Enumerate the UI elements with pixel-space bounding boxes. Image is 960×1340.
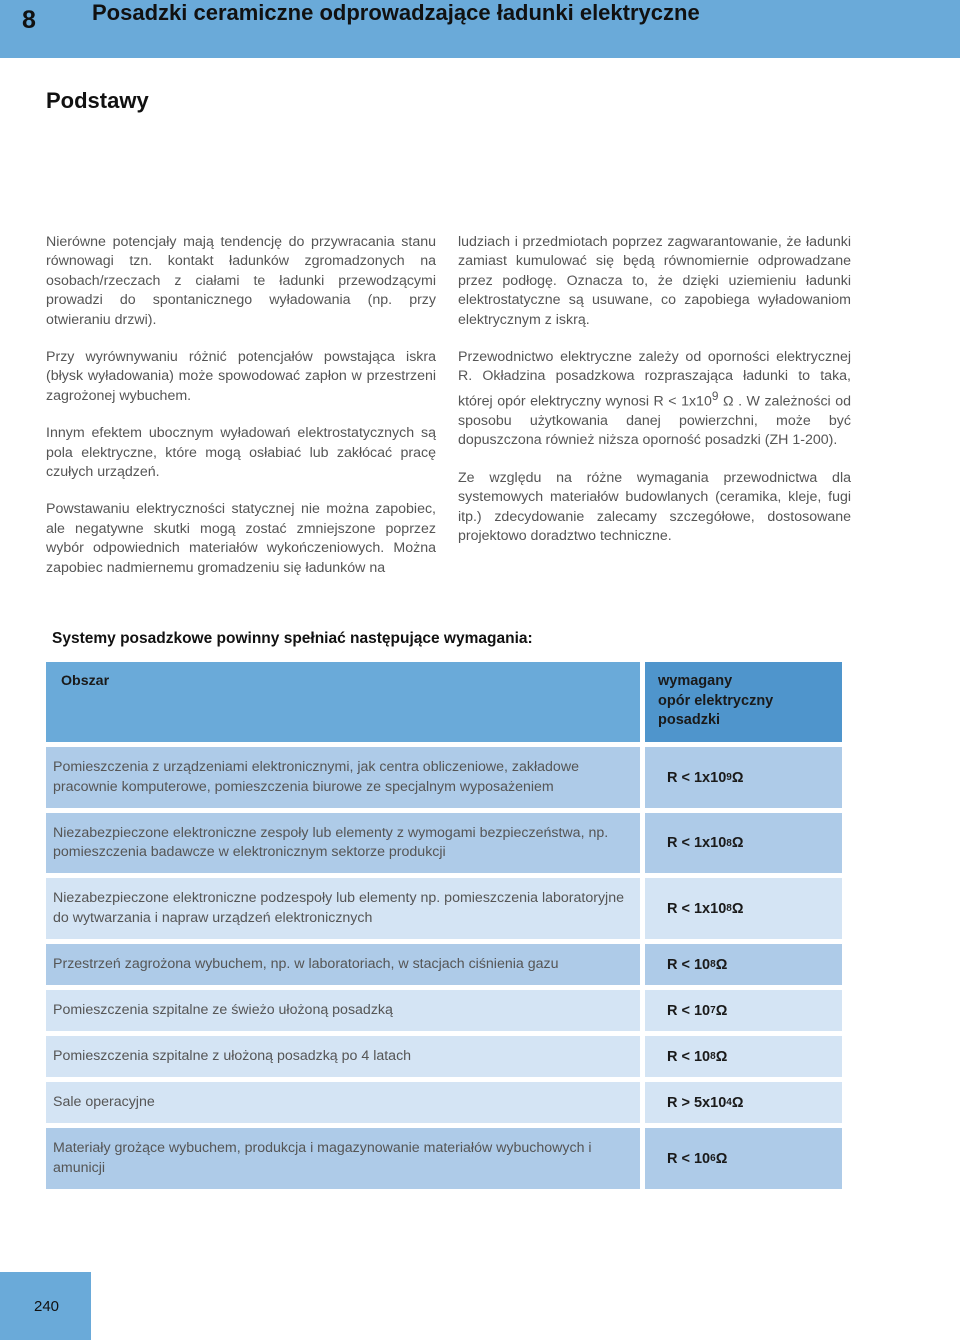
resistance-unit: Ω [731,900,744,917]
resistance-unit: Ω [731,1094,744,1111]
column-header-area: Obszar [46,662,640,742]
table-row [46,747,842,808]
area-cell: Niezabezpieczone elektroniczne zespoły lub elementy z wymogami bezpieczeństwa, np. pomieszczenia badawcze w elektronicznym sektorze produkcji [46,813,640,873]
resistance-cell [645,944,842,985]
chapter-header-bar [0,0,960,58]
resistance-unit: Ω [715,1048,728,1065]
paragraph: Innym efektem ubocznym wyładowań elektrostatycznych są pola elektryczne, które mogą osłabiać lub zakłócać pracę czułych urządzeń. [46,425,436,481]
resistance-exponent: 8 [726,903,732,914]
area-cell: Pomieszczenia z urządzeniami elektronicznymi, jak centra obliczeniowe, zakładowe pracownie komputerowe, pomieszczenia biurowe ze specjalnym wyposażeniem [46,747,640,808]
resistance-exponent: 8 [710,1051,716,1062]
area-cell: Sale operacyjne [46,1082,640,1123]
resistance-exponent: 7 [710,1005,716,1016]
paragraph-text: Przewodnictwo elektryczne zależy od oporności elektrycznej R. Okładzina posadzkowa rozpraszająca ładunki to taka, której opór elektryczny wynosi R < 1x10 [458,349,851,410]
resistance-unit: Ω [715,956,728,973]
resistance-base: R < 10 [667,1150,711,1167]
paragraph-text: Ω . W zależności od sposobu użytkowania danej powierzchni, może być dopuszczona również niższa oporność posadzki (ZH 1-200). [458,393,851,449]
resistance-base: R < 1x10 [667,769,727,786]
resistance-unit: Ω [731,835,744,851]
table-row [46,944,842,985]
resistance-exponent: 4 [726,1097,732,1108]
resistance-exponent: 8 [726,837,732,849]
column-header-resistance [645,662,842,742]
resistance-cell [645,1082,842,1123]
chapter-title: Posadzki ceramiczne odprowadzające ładunki elektryczne [92,0,700,25]
paragraph: Nierówne potencjały mają tendencję do przywracania stanu równowagi tzn. kontakt ładunków zgromadzonych na osobach/rzeczach z ciałami te ładunki przewodzącymi prowadzi do spontanicznego wyładowania (np. przy otwieraniu drzwi). [46,234,436,328]
table-row [46,813,842,873]
paragraph-resistance [458,348,851,451]
resistance-base: R < 1x10 [667,900,727,917]
resistance-base: R < 10 [667,1048,711,1065]
chapter-number: 8 [22,6,36,34]
paragraph: ludziach i przedmiotach poprzez zagwarantowanie, że ładunki zamiast kumulować się będą równomiernie odprowadzane przez podłogę. Oznacza to, że dzięki uziemieniu ładunki elektrostatyczne są usuwane, co zapobiega wyładowaniom elektrycznym z iskrą. [458,234,851,328]
header-line: wymagany [658,673,733,689]
table-row [46,1082,842,1123]
resistance-cell [645,747,842,808]
resistance-base: R > 5x10 [667,1094,727,1111]
resistance-base: R < 10 [667,1002,711,1019]
table-header-row [46,662,842,742]
area-cell: Pomieszczenia szpitalne ze świeżo ułożoną posadzką [46,990,640,1031]
header-line: opór elektryczny [658,692,774,709]
resistance-cell [645,878,842,939]
resistance-unit: Ω [715,1150,728,1167]
left-text-column [46,233,436,596]
paragraph: Ze względu na różne wymagania przewodnictwa dla systemowych materiałów budowlanych (ceramika, kleje, fugi itp.) zdecydowanie zalecamy szczegółowe, dostosowane projektowo doradztwo techniczne. [458,469,851,545]
resistance-cell [645,813,842,873]
resistance-unit: Ω [715,1002,728,1019]
paragraph: Przy wyrównywaniu różnić potencjałów powstająca iskra (błysk wyładowania) może spowodować zapłon w przestrzeni zagrożonej wybuchem. [46,349,436,404]
resistance-unit: Ω [731,769,744,786]
header-line: posadzki [658,712,721,728]
table-row [46,878,842,939]
resistance-base: R < 1x10 [667,835,727,851]
resistance-cell [645,1128,842,1189]
table-row [46,990,842,1031]
area-cell: Pomieszczenia szpitalne z ułożoną posadzką po 4 latach [46,1036,640,1077]
area-cell: Niezabezpieczone elektroniczne podzespoły lub elementy np. pomieszczenia laboratoryjne do wytwarzania i napraw urządzeń elektronicznych [46,878,640,939]
requirements-heading: Systemy posadzkowe powinny spełniać następujące wymagania: [52,630,533,647]
section-title: Podstawy [46,88,149,113]
resistance-cell [645,990,842,1031]
area-cell: Materiały grożące wybuchem, produkcja i magazynowanie materiałów wybuchowych i amunicji [46,1128,640,1189]
resistance-exponent: 8 [710,959,716,970]
exponent: 9 [711,388,719,403]
requirements-table [46,662,842,1194]
area-cell: Przestrzeń zagrożona wybuchem, np. w laboratoriach, w stacjach ciśnienia gazu [46,944,640,985]
table-row [46,1128,842,1189]
paragraph: Powstawaniu elektryczności statycznej nie można zapobiec, ale negatywne skutki mogą zostać zmniejszone poprzez wybór odpowiednich materiałów wykończeniowych. Można zapobiec nadmiernemu gromadzeniu się ładunków na [46,501,436,576]
table-row [46,1036,842,1077]
resistance-cell [645,1036,842,1077]
page-number: 240 [34,1298,60,1315]
resistance-exponent: 6 [710,1153,716,1164]
right-text-column [458,233,851,564]
resistance-base: R < 10 [667,956,711,973]
resistance-exponent: 9 [726,772,732,783]
